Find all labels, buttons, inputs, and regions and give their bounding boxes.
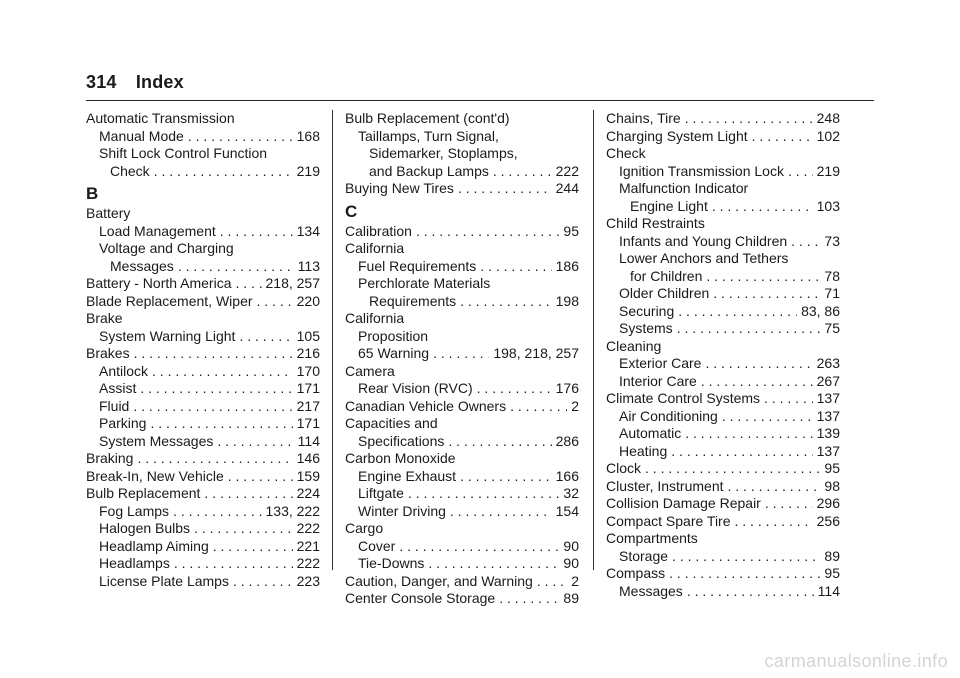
entry-text: California — [345, 240, 405, 256]
entry-text: Buying New Tires — [345, 180, 454, 196]
index-entry — [606, 163, 840, 181]
page-title: Index — [135, 72, 184, 92]
section-letter: B — [86, 184, 99, 203]
dot-leader — [685, 110, 813, 128]
page-reference[interactable]: 114 — [297, 432, 320, 449]
index-entry — [345, 363, 579, 381]
index-entry — [86, 363, 320, 381]
index-entry — [345, 145, 579, 163]
page-reference[interactable]: 95 — [824, 460, 840, 476]
index-entry — [345, 485, 579, 503]
entry-text: Securing — [619, 302, 675, 319]
page-reference[interactable]: 222 — [555, 162, 579, 179]
dot-leader — [150, 415, 292, 433]
index-entry — [606, 478, 840, 496]
entry-text: Check — [110, 162, 150, 179]
dot-leader — [677, 320, 821, 338]
entry-text: Battery — [86, 205, 131, 221]
entry-text: Shift Lock Control Function — [99, 145, 268, 161]
entry-text: Specifications — [358, 432, 445, 449]
dot-leader — [791, 233, 820, 251]
index-entry — [606, 355, 840, 373]
page-reference[interactable]: 224 — [296, 485, 320, 501]
page-reference[interactable]: 75 — [824, 320, 840, 336]
dot-leader — [678, 303, 797, 321]
entry-text: Brake — [86, 310, 123, 326]
index-entry — [606, 303, 840, 321]
page-reference[interactable]: 90 — [563, 537, 579, 554]
page-reference[interactable]: 198 — [555, 292, 579, 309]
entry-text: Automatic — [619, 425, 682, 441]
page-reference[interactable]: 219 — [296, 162, 320, 179]
index-entry — [86, 110, 320, 128]
entry-text: Clock — [606, 460, 642, 476]
dot-leader — [669, 565, 820, 583]
entry-text: Storage — [619, 547, 669, 564]
entry-text: Automatic Transmission — [86, 110, 235, 126]
page-reference[interactable]: 114 — [817, 582, 840, 599]
page-reference[interactable]: 137 — [816, 442, 840, 459]
page-reference[interactable]: 222 — [296, 555, 320, 571]
page-reference[interactable]: 73 — [824, 232, 840, 249]
entry-text: Messages — [110, 257, 174, 274]
entry-text: Proposition — [358, 327, 429, 344]
page-reference[interactable]: 32 — [563, 485, 579, 501]
index-entry — [345, 180, 579, 198]
entry-text: Assist — [99, 380, 137, 396]
entry-text: Infants and Young Children — [619, 232, 788, 249]
page-reference[interactable]: 105 — [296, 327, 320, 344]
entry-text: Collision Damage Repair — [606, 495, 761, 511]
entry-text: Fuel Requirements — [358, 257, 477, 274]
index-entry — [345, 503, 579, 521]
index-entry — [606, 128, 840, 146]
entry-text: Parking — [99, 415, 147, 431]
index-entry — [345, 520, 579, 538]
index-entry — [606, 145, 840, 163]
page-reference[interactable]: 256 — [816, 512, 840, 529]
page-reference[interactable]: 176 — [555, 380, 579, 396]
entry-text: Malfunction Indicator — [619, 180, 749, 196]
index-entry — [345, 590, 579, 608]
dot-leader — [510, 398, 567, 416]
entry-text: Requirements — [369, 292, 457, 309]
dot-leader — [685, 425, 812, 443]
page-reference[interactable]: 223 — [296, 572, 320, 589]
entry-text: Capacities and — [345, 415, 438, 431]
index-entry — [345, 163, 579, 181]
entry-text: Perchlorate Materials — [358, 275, 491, 291]
index-entry — [86, 555, 320, 573]
index-entry — [606, 548, 840, 566]
index-entry — [345, 450, 579, 468]
entry-text: Load Management — [99, 222, 216, 239]
entry-text: Engine Exhaust — [358, 467, 457, 484]
dot-leader — [764, 390, 813, 408]
entry-text: Rear Vision (RVC) — [358, 380, 473, 396]
dot-leader — [460, 293, 551, 311]
index-entry — [86, 485, 320, 503]
dot-leader — [752, 128, 813, 146]
dot-leader — [137, 450, 292, 468]
entry-text: Sidemarker, Stoplamps, — [369, 145, 518, 161]
entry-text: Calibration — [345, 222, 412, 239]
entry-text: Fog Lamps — [99, 502, 170, 519]
dot-leader — [645, 460, 820, 478]
index-entry — [86, 293, 320, 311]
entry-text: Canadian Vehicle Owners — [345, 397, 507, 414]
dot-leader — [493, 163, 552, 181]
entry-text: Liftgate — [358, 485, 404, 501]
page-reference[interactable]: 90 — [563, 555, 579, 571]
dot-leader — [672, 548, 820, 566]
index-entry — [86, 450, 320, 468]
page-reference[interactable]: 95 — [824, 565, 840, 581]
column-divider-2 — [593, 110, 594, 570]
dot-leader — [712, 198, 813, 216]
page-reference[interactable]: 2 — [571, 397, 579, 414]
index-entry — [345, 345, 579, 363]
index-entry — [606, 373, 840, 391]
page-reference[interactable]: 198, 218, 257 — [493, 345, 579, 361]
dot-leader — [480, 258, 551, 276]
page-reference[interactable]: 170 — [296, 362, 320, 379]
dot-leader — [399, 538, 559, 556]
index-entry — [86, 503, 320, 521]
index-entry — [606, 390, 840, 408]
entry-text: Cargo — [345, 520, 384, 536]
page-reference[interactable]: 78 — [824, 267, 840, 284]
dot-leader — [728, 478, 821, 496]
page-reference[interactable]: 137 — [816, 390, 840, 406]
page-reference[interactable]: 146 — [296, 450, 320, 466]
dot-leader — [173, 503, 261, 521]
index-entry — [86, 380, 320, 398]
index-entry — [345, 398, 579, 416]
dot-leader — [152, 363, 293, 381]
entry-text: 65 Warning — [358, 345, 430, 361]
index-entry — [345, 258, 579, 276]
index-entry — [86, 240, 320, 258]
entry-text: Compartments — [606, 530, 698, 546]
entry-text: Heating — [619, 442, 668, 459]
page-reference[interactable]: 221 — [296, 537, 320, 554]
entry-text: Older Children — [619, 285, 710, 301]
index-entry — [86, 145, 320, 163]
index-entry — [606, 583, 840, 601]
index-entry — [606, 250, 840, 268]
dot-leader — [228, 468, 293, 486]
page-reference[interactable]: 95 — [563, 222, 579, 239]
entry-text: Fluid — [99, 397, 130, 414]
entry-text: Compact Spare Tire — [606, 512, 731, 529]
index-column-3 — [606, 110, 840, 600]
dot-leader — [408, 485, 559, 503]
index-entry — [606, 408, 840, 426]
index-entry — [345, 310, 579, 328]
page-reference[interactable]: 159 — [296, 467, 320, 484]
page-reference[interactable]: 139 — [816, 425, 840, 441]
page-reference[interactable]: 186 — [555, 257, 579, 274]
index-entry — [86, 345, 320, 363]
dot-leader — [428, 555, 559, 573]
index-entry — [345, 380, 579, 398]
dot-leader — [433, 345, 489, 363]
index-entry — [86, 205, 320, 223]
section-letter: C — [345, 201, 358, 221]
entry-text: Exterior Care — [619, 355, 702, 371]
dot-leader — [133, 398, 292, 416]
index-entry — [345, 275, 579, 293]
entry-text: Halogen Bulbs — [99, 520, 191, 536]
entry-text: Cleaning — [606, 337, 662, 354]
page-reference[interactable]: 222 — [296, 520, 320, 536]
dot-leader — [217, 433, 293, 451]
page-reference[interactable]: 83, 86 — [801, 302, 840, 319]
entry-text: Caution, Danger, and Warning — [345, 572, 533, 589]
dot-leader — [220, 223, 293, 241]
entry-text: Center Console Storage — [345, 590, 496, 606]
entry-text: Tie-Downs — [358, 555, 425, 571]
dot-leader — [458, 180, 552, 198]
index-entry — [606, 425, 840, 443]
index-entry — [606, 268, 840, 286]
index-entry — [606, 320, 840, 338]
entry-text: Cover — [358, 537, 396, 554]
dot-leader — [188, 128, 293, 146]
entry-text: Brakes — [86, 345, 130, 361]
page-reference[interactable]: 171 — [296, 380, 320, 396]
dot-leader — [174, 555, 293, 573]
index-entry — [345, 223, 579, 241]
dot-leader — [236, 275, 262, 293]
entry-text: Taillamps, Turn Signal, — [358, 127, 499, 144]
entry-text: Winter Driving — [358, 502, 446, 519]
index-entry — [86, 328, 320, 346]
entry-text: License Plate Lamps — [99, 572, 229, 589]
page-reference[interactable]: 89 — [563, 590, 579, 606]
index-entry — [345, 573, 579, 591]
index-entry — [606, 495, 840, 513]
entry-text: Engine Light — [630, 197, 708, 214]
index-entry — [86, 398, 320, 416]
dot-leader — [448, 433, 551, 451]
dot-leader — [134, 345, 293, 363]
dot-leader — [701, 373, 813, 391]
dot-leader — [687, 583, 814, 601]
entry-text: Ignition Transmission Lock — [619, 162, 784, 179]
dot-leader — [416, 223, 559, 241]
entry-text: Child Restraints — [606, 215, 705, 231]
index-entry — [345, 415, 579, 433]
dot-leader — [788, 163, 813, 181]
dot-leader — [213, 538, 293, 556]
watermark: carmanualsonline.info — [764, 651, 948, 671]
entry-text: Camera — [345, 362, 395, 379]
entry-text: Braking — [86, 450, 134, 466]
dot-leader — [499, 590, 559, 608]
entry-text: Climate Control Systems — [606, 390, 761, 406]
dot-leader — [765, 495, 813, 513]
index-column-2 — [345, 110, 579, 608]
index-entry — [86, 433, 320, 451]
dot-leader — [705, 355, 812, 373]
dot-leader — [537, 573, 567, 591]
entry-text: Chains, Tire — [606, 110, 681, 126]
page-reference[interactable]: 218, 257 — [265, 275, 320, 291]
entry-text: and Backup Lamps — [369, 162, 489, 179]
column-divider-1 — [332, 110, 333, 570]
dot-leader — [257, 293, 293, 311]
entry-text: Bulb Replacement — [86, 485, 201, 501]
dot-leader — [671, 443, 812, 461]
dot-leader — [706, 268, 820, 286]
page-reference[interactable]: 248 — [816, 110, 840, 126]
index-entry — [606, 513, 840, 531]
entry-text: California — [345, 310, 405, 326]
index-entry — [86, 310, 320, 328]
dot-leader — [722, 408, 813, 426]
index-entry — [606, 285, 840, 303]
entry-text: Cluster, Instrument — [606, 477, 724, 494]
dot-leader — [477, 380, 552, 398]
entry-text: Antilock — [99, 362, 149, 379]
entry-text: Systems — [619, 320, 673, 336]
page-reference[interactable]: 219 — [816, 162, 840, 179]
index-entry — [345, 293, 579, 311]
index-entry — [345, 328, 579, 346]
index-entry — [606, 180, 840, 198]
index-entry — [86, 163, 320, 181]
dot-leader — [140, 380, 292, 398]
page-reference[interactable]: 216 — [296, 345, 320, 361]
page-reference[interactable]: 171 — [296, 415, 320, 431]
page-reference[interactable]: 220 — [296, 292, 320, 309]
entry-text: Carbon Monoxide — [345, 450, 456, 466]
index-entry — [606, 565, 840, 583]
page-reference[interactable]: 296 — [816, 495, 840, 511]
page-reference[interactable]: 166 — [555, 467, 579, 484]
entry-text: Headlamps — [99, 555, 170, 571]
index-entry — [345, 555, 579, 573]
entry-text: System Warning Light — [99, 327, 236, 344]
entry-text: Manual Mode — [99, 127, 184, 144]
entry-text: Check — [606, 145, 646, 161]
dot-leader — [713, 285, 820, 303]
entry-text: Interior Care — [619, 372, 697, 389]
index-entry — [86, 520, 320, 538]
index-entry — [345, 128, 579, 146]
index-entry — [345, 433, 579, 451]
index-entry — [86, 258, 320, 276]
dot-leader — [460, 468, 552, 486]
index-entry — [606, 460, 840, 478]
page-header — [86, 72, 184, 93]
index-entry — [606, 530, 840, 548]
dot-leader — [735, 513, 813, 531]
entry-text: Charging System Light — [606, 127, 748, 144]
page-reference[interactable]: 71 — [824, 285, 840, 301]
index-entry — [345, 538, 579, 556]
page-reference[interactable]: 217 — [296, 397, 320, 414]
page-reference[interactable]: 89 — [824, 547, 840, 564]
index-column-1 — [86, 110, 320, 590]
page-number: 314 — [86, 72, 117, 92]
dot-leader — [154, 163, 293, 181]
dot-leader — [204, 485, 292, 503]
index-entry — [606, 443, 840, 461]
page-reference[interactable]: 103 — [816, 197, 840, 214]
index-entry — [606, 233, 840, 251]
entry-text: System Messages — [99, 432, 214, 449]
page-reference[interactable]: 154 — [555, 502, 579, 519]
header-rule — [86, 100, 874, 101]
page-reference[interactable]: 286 — [555, 432, 579, 449]
index-entry — [606, 338, 840, 356]
entry-text: Break-In, New Vehicle — [86, 467, 224, 484]
entry-text: Battery - North America — [86, 275, 232, 291]
entry-text: Air Conditioning — [619, 407, 718, 424]
index-entry — [86, 468, 320, 486]
dot-leader — [178, 258, 294, 276]
index-entry — [86, 573, 320, 591]
page-reference[interactable]: 98 — [824, 477, 840, 494]
page-reference[interactable]: 244 — [555, 180, 579, 196]
index-entry — [86, 223, 320, 241]
entry-text: Lower Anchors and Tethers — [619, 250, 789, 266]
page-reference[interactable]: 263 — [816, 355, 840, 371]
dot-leader — [194, 520, 293, 538]
index-entry — [345, 468, 579, 486]
page-reference[interactable]: 113 — [297, 257, 320, 274]
index-entry — [86, 128, 320, 146]
page-reference[interactable]: 133, 222 — [265, 502, 320, 519]
index-entry — [606, 110, 840, 128]
index-entry — [86, 415, 320, 433]
entry-text: for Children — [630, 267, 703, 284]
page-reference[interactable]: 267 — [816, 372, 840, 389]
page-reference[interactable]: 134 — [296, 222, 320, 239]
index-entry — [86, 275, 320, 293]
index-entry — [345, 240, 579, 258]
index-entry — [345, 110, 579, 128]
dot-leader — [450, 503, 552, 521]
entry-text: Voltage and Charging — [99, 240, 234, 256]
page-reference[interactable]: 137 — [816, 407, 840, 424]
entry-text: Messages — [619, 582, 683, 599]
page-reference[interactable]: 102 — [816, 127, 840, 144]
dot-leader — [239, 328, 292, 346]
index-entry — [606, 215, 840, 233]
index-entry — [86, 538, 320, 556]
page-reference[interactable]: 2 — [571, 572, 579, 589]
entry-text: Headlamp Aiming — [99, 537, 209, 554]
entry-text: Blade Replacement, Wiper — [86, 292, 253, 309]
dot-leader — [233, 573, 293, 591]
entry-text: Compass — [606, 565, 666, 581]
page-reference[interactable]: 168 — [296, 127, 320, 144]
entry-text: Bulb Replacement (cont'd) — [345, 110, 510, 126]
index-entry — [606, 198, 840, 216]
